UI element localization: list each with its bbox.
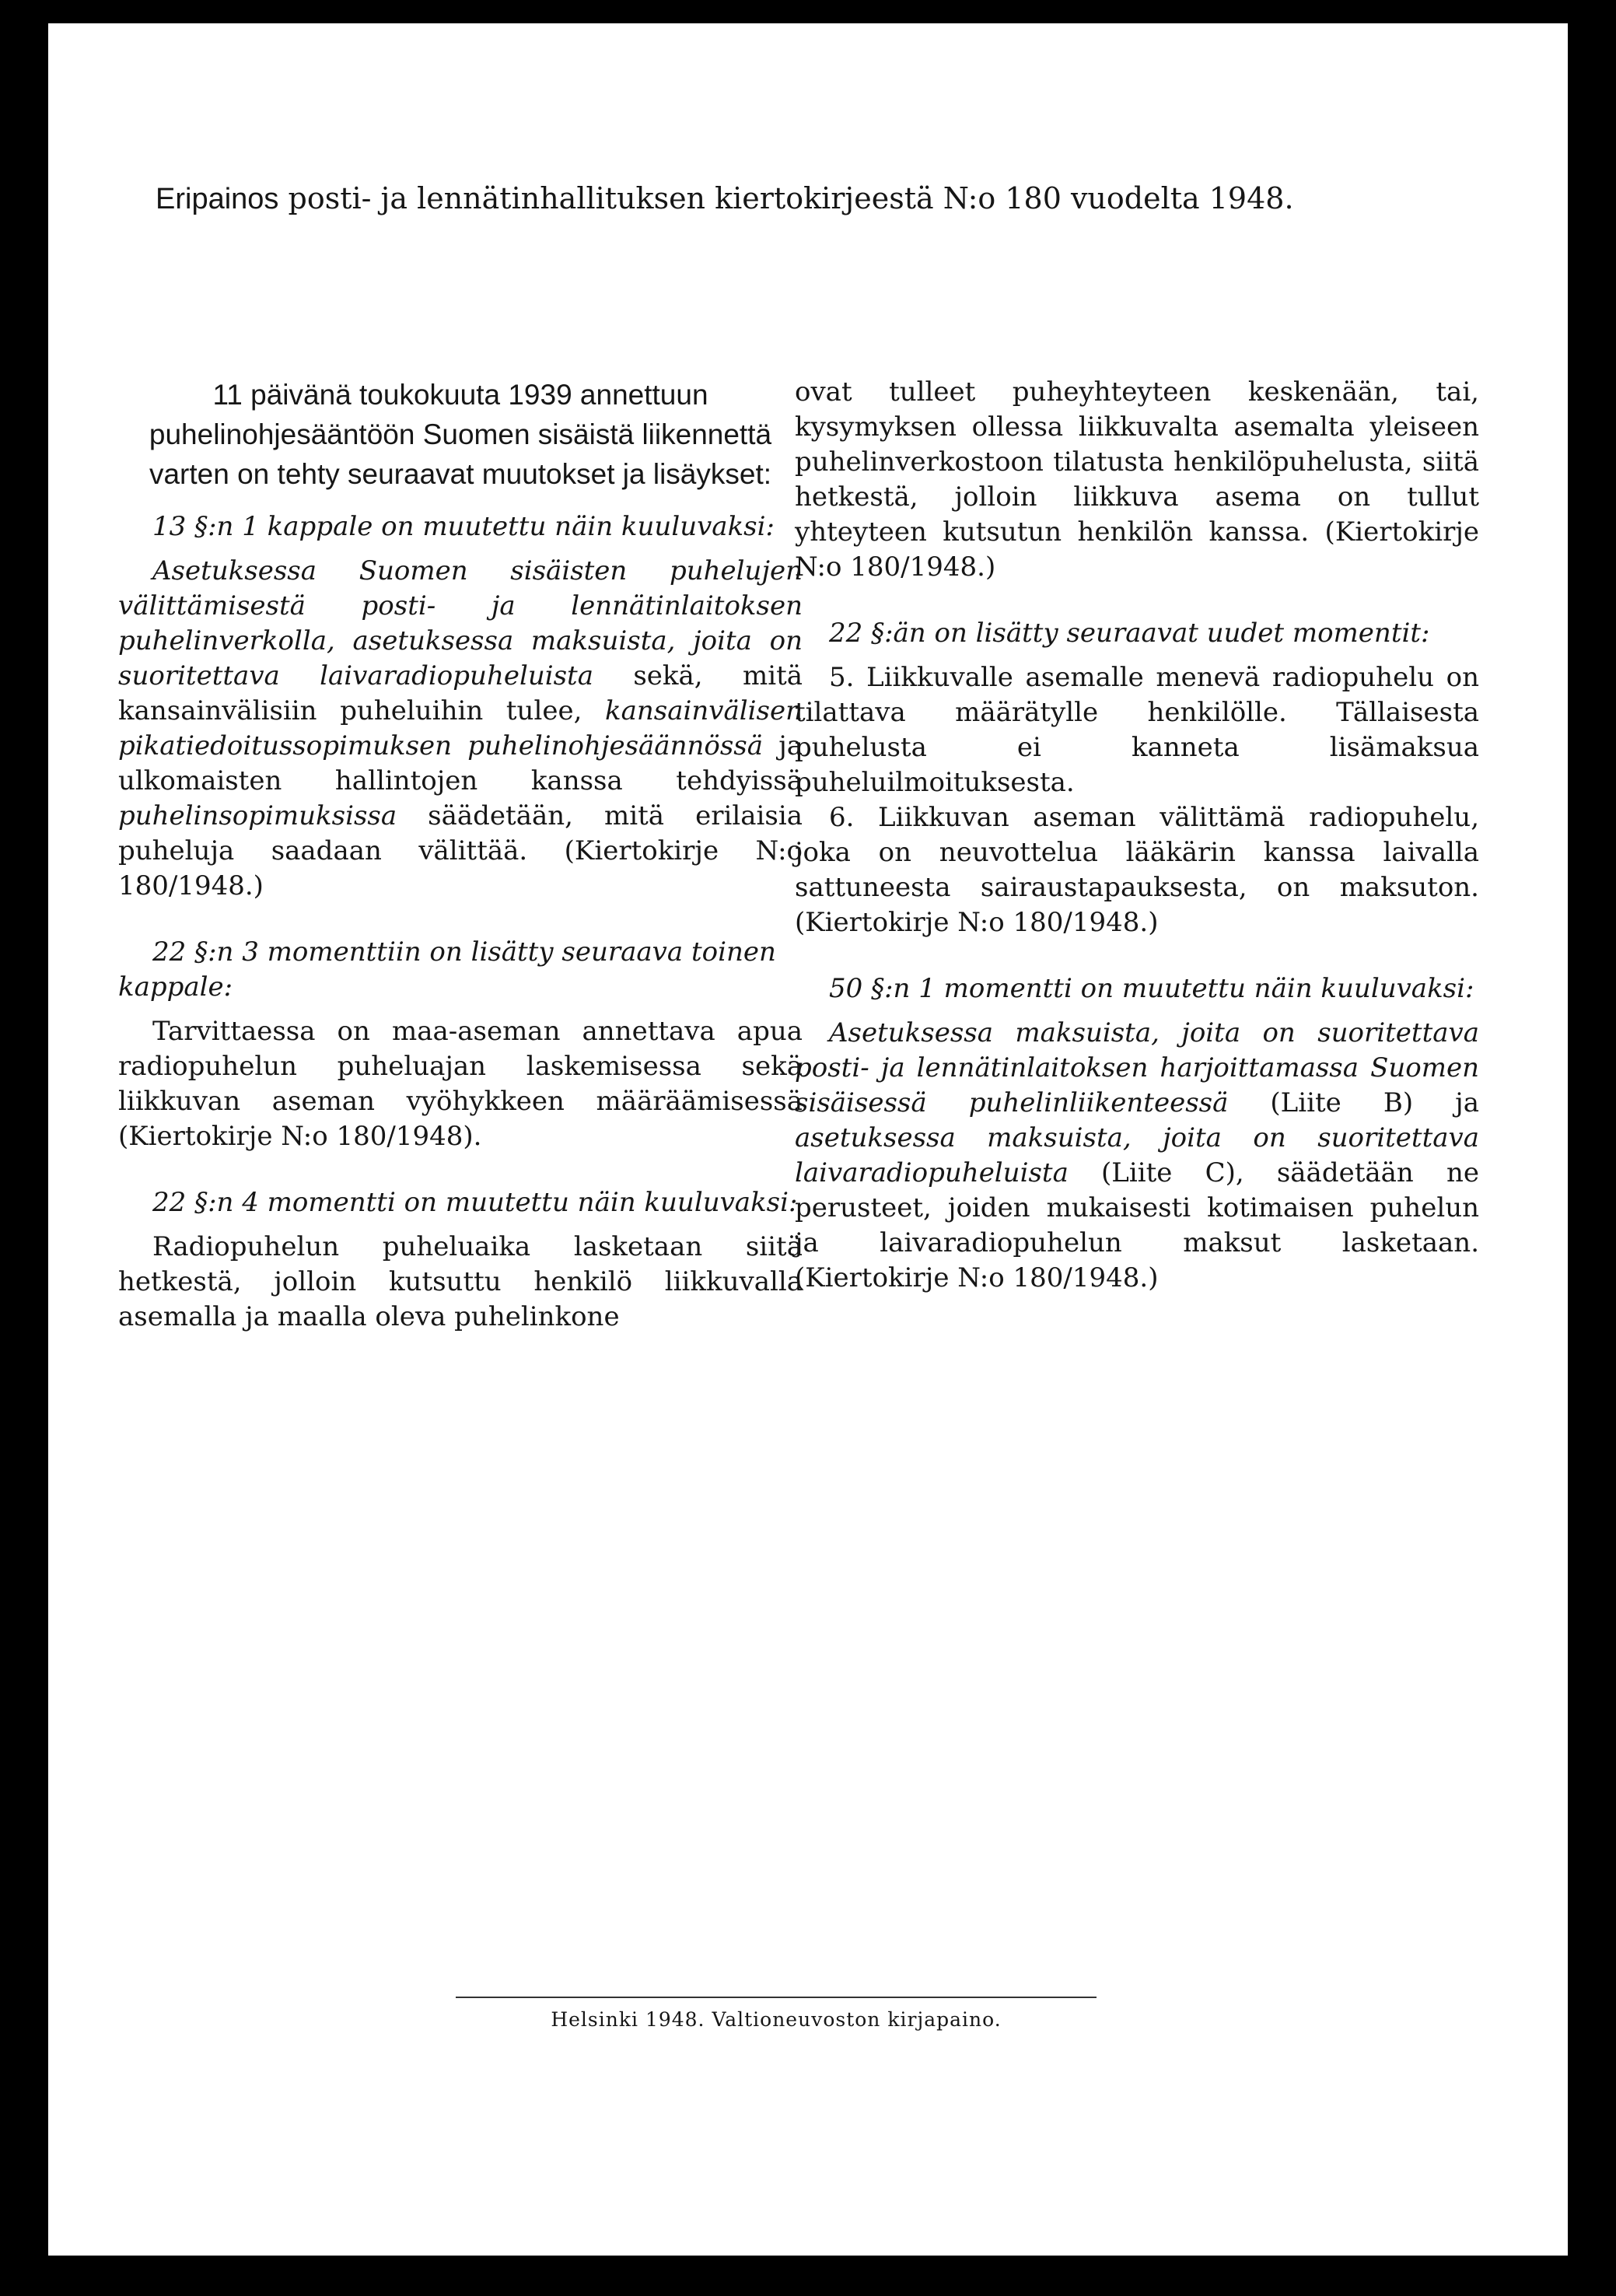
body-text-3: säädetään, mitä erilaisia puheluja saadaan välittää. (Kiertokirje N:o 180/1948.)	[118, 800, 803, 901]
body-italic-4: Asetuksessa maksuista, joita on suoritettava posti- ja lennätinlaitoksen harjoittamassa Suomen sisäisessä puhelinliikenteessä	[795, 1017, 1479, 1118]
section-body-22-3: Tarvittaessa on maa-aseman annettava apua radiopuhelun puheluajan laskemisessa sekä liikkuvan aseman vyöhykkeen määräämisessä (Kiertokirje N:o 180/1948).	[118, 1016, 803, 1152]
body-text-2: ja ulkomaisten hallintojen kanssa tehdyissä	[118, 730, 803, 796]
body-italic-1: Asetuksessa Suomen sisäisten puhelujen välittämisestä posti- ja lennätinlaitoksen puhelinverkolla, asetuksessa maksuista, joita on suoritettava laivaradiopuheluista	[118, 555, 803, 691]
section-item-6: 6. Liikkuvan aseman välittämä radiopuhelu, joka on neuvottelua lääkärin kanssa laivalla sattuneesta sairaustapauksesta, on maksuton. (Kiertokirje N:o 180/1948.)	[795, 802, 1479, 938]
reprint-header	[156, 177, 1338, 220]
section-body-50-1	[795, 1016, 1479, 1296]
section-body-22-4: Radiopuhelun puheluaika lasketaan siitä hetkestä, jolloin kutsuttu henkilö liikkuvalla asemalla ja maalla oleva puhelinkone	[118, 1231, 803, 1332]
section-body-13-1	[118, 554, 803, 904]
scan-border-left	[0, 0, 48, 2296]
left-column	[118, 375, 803, 1335]
section-heading-22-new: 22 §:än on lisätty seuraavat uudet momentit:	[829, 618, 1430, 649]
scan-border-right	[1568, 0, 1616, 2296]
document-title: 11 päivänä toukokuuta 1939 annettuun puhelinohjesääntöön Suomen sisäistä liikennettä varten on tehty seuraavat muutokset ja lisäykset:	[149, 379, 772, 490]
body-text-1: sekä, mitä kansainvälisiin puheluihin tulee,	[118, 660, 803, 726]
printer-imprint: Helsinki 1948. Valtioneuvoston kirjapaino.	[551, 2008, 1002, 2031]
body-text-4: (Liite B) ja	[1228, 1087, 1479, 1118]
section-heading-50-1: 50 §:n 1 momentti on muutettu näin kuuluvaksi:	[829, 973, 1474, 1004]
section-body-22-4-continued: ovat tulleet puheyhteyteen keskenään, tai, kysymyksen ollessa liikkuvalta asemalta yleiseen puhelinverkostoon tilatusta henkilöpuhelusta, siitä hetkestä, jolloin liikkuva asema on tullut yhteyteen kutsutun henkilön kanssa. (Kiertokirje N:o 180/1948.)	[795, 376, 1479, 583]
section-heading-13-1: 13 §:n 1 kappale on muutettu näin kuuluvaksi:	[152, 511, 775, 542]
body-italic-5: asetuksessa maksuista, joita on suoritettava laivaradiopuheluista	[795, 1122, 1479, 1188]
header-text: posti- ja lennätinhallituksen kiertokirjeestä N:o 180 vuodelta 1948.	[278, 181, 1294, 215]
section-heading-22-4: 22 §:n 4 momentti on muutettu näin kuuluvaksi:	[152, 1187, 798, 1218]
header-lead: Eripainos	[156, 183, 279, 215]
footer-divider	[456, 1997, 1097, 1998]
right-column	[795, 375, 1479, 1296]
scan-border-bottom	[0, 2256, 1616, 2296]
body-text-5: (Liite C), säädetään ne perusteet, joiden mukaisesti kotimaisen puhelun ja laivaradiopuhelun maksut lasketaan. (Kiertokirje N:o 180/1948.)	[795, 1157, 1479, 1293]
body-italic-3: puhelinsopimuksissa	[118, 800, 397, 831]
scan-border-top	[0, 0, 1616, 23]
body-italic-2: kansainvälisen pikatiedoitussopimuksen puhelinohjesäännössä	[118, 695, 803, 761]
section-item-5: 5. Liikkuvalle asemalle menevä radiopuhelu on tilattava määrätylle henkilölle. Tällaisesta puhelusta ei kanneta lisämaksua puheluilmoituksesta.	[795, 662, 1479, 798]
section-heading-22-3: 22 §:n 3 momenttiin on lisätty seuraava toinen kappale:	[118, 936, 776, 1003]
